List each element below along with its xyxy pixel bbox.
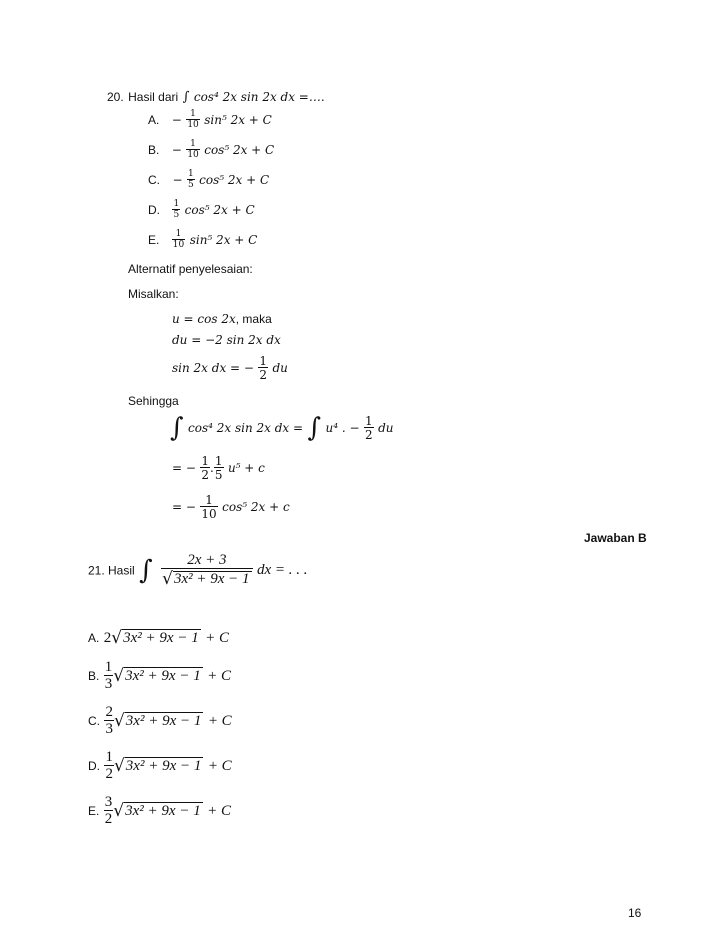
option-sign: −: [172, 173, 183, 188]
option-fraction: $\frac{2}{3}$: [105, 704, 113, 737]
option-expression: cos⁵ 2x + C: [204, 143, 275, 158]
option-expression: cos⁵ 2x + C: [199, 173, 270, 188]
step-2-rest: u⁵ + c: [227, 461, 265, 476]
option-constant: + C: [207, 668, 232, 685]
step-2: [172, 455, 265, 481]
substitution-text: , maka: [235, 312, 272, 326]
substitution-line-2: du = −2 sin 2x dx: [172, 333, 281, 347]
half-fraction: $\frac{1}{2}$: [259, 354, 268, 382]
alt-solution-title: Alternatif penyelesaian:: [128, 262, 253, 276]
option-radicand: 3x² + 9x − 1: [125, 758, 202, 775]
fraction-one-fifth: $\frac{1}{5}$: [214, 454, 223, 482]
option-fraction: $\frac{1}{5}$: [173, 199, 180, 220]
q20-number: 20.: [107, 90, 124, 104]
q21-numerator: 2x + 3: [187, 552, 227, 568]
step-1: [170, 415, 394, 441]
option-expression: sin⁵ 2x + C: [189, 233, 258, 248]
step-3-rest: cos⁵ 2x + c: [222, 500, 290, 515]
option-fraction: $\frac{3}{2}$: [104, 794, 113, 827]
step-2-equals: = −: [172, 461, 196, 476]
option-constant: + C: [207, 713, 232, 730]
substitution-du: du: [272, 361, 288, 376]
misalkan-label: Misalkan:: [128, 287, 179, 301]
option-radicand: 3x² + 9x − 1: [125, 713, 202, 730]
q21-stem: [88, 553, 308, 588]
q21-label: 21. Hasil: [88, 563, 135, 578]
substitution-line-3: [172, 355, 288, 381]
option-constant: + C: [207, 758, 232, 775]
fraction-one-tenth: $\frac{1}{10}$: [201, 493, 217, 521]
option-fraction: $\frac{1}{10}$: [172, 229, 185, 250]
integral-sign: ∫: [170, 413, 184, 443]
q20-intro: Hasil dari: [128, 90, 179, 104]
sqrt-symbol: √: [113, 666, 125, 687]
option-expression: sin⁵ 2x + C: [204, 113, 272, 128]
option-fraction: $\frac{1}{10}$: [187, 109, 199, 130]
option-sign: −: [171, 143, 182, 158]
q20-option-e: [148, 230, 257, 250]
sqrt-symbol: √: [113, 801, 125, 822]
step-3: [172, 494, 290, 520]
half-fraction: $\frac{1}{2}$: [364, 414, 373, 442]
option-radicand: 3x² + 9x − 1: [125, 803, 201, 820]
q21-denominator: √3x² + 9x − 1: [161, 568, 252, 588]
option-fraction: $\frac{1}{10}$: [187, 139, 199, 160]
integral-sign: ∫: [139, 555, 153, 586]
option-constant: + C: [207, 803, 232, 820]
option-letter: C.: [88, 714, 100, 729]
option-letter: A.: [148, 113, 160, 128]
q21-integrand-fraction: [161, 553, 252, 588]
q20-stem: [107, 88, 325, 106]
answer-key: Jawaban B: [584, 531, 647, 545]
q20-option-a: [148, 110, 272, 130]
sqrt-symbol: √: [113, 711, 125, 732]
option-constant: + C: [205, 630, 230, 646]
option-fraction: $\frac{1}{5}$: [187, 169, 194, 190]
step-1-rhs: u⁴ . −: [325, 421, 360, 436]
q21-option-e: [88, 795, 231, 827]
q20-integral-sign: ∫: [182, 89, 190, 105]
substitution-u: u = cos 2x: [172, 312, 236, 326]
q20-option-b: [148, 140, 274, 160]
q20-integrand: cos⁴ 2x sin 2x dx =….: [193, 90, 325, 104]
option-letter: C.: [148, 173, 160, 188]
option-radicand: 3x² + 9x − 1: [125, 668, 201, 685]
option-expression: cos⁵ 2x + C: [184, 203, 255, 218]
q21-option-b: [88, 660, 231, 692]
fraction-one-half: $\frac{1}{2}$: [201, 454, 210, 482]
dot: .: [210, 461, 214, 476]
option-letter: B.: [88, 669, 100, 684]
page-number: 16: [628, 906, 642, 920]
option-fraction: $\frac{1}{2}$: [105, 749, 113, 782]
q21-option-d: [88, 750, 232, 782]
step-3-equals: = −: [172, 500, 196, 515]
option-letter: E.: [88, 804, 100, 819]
sqrt-symbol: √: [113, 756, 125, 777]
option-radicand: 3x² + 9x − 1: [123, 630, 199, 646]
q21-option-c: [88, 705, 232, 737]
step-1-du: du: [378, 421, 394, 436]
option-letter: B.: [148, 143, 160, 158]
substitution-lhs: sin 2x dx = −: [172, 361, 254, 376]
substitution-line-1: [172, 310, 272, 328]
option-fraction: $\frac{1}{3}$: [104, 659, 113, 692]
q21-dx: dx = . . .: [257, 562, 308, 578]
step-1-lhs: cos⁴ 2x sin 2x dx =: [188, 421, 304, 436]
option-letter: E.: [148, 233, 160, 248]
option-letter: D.: [88, 759, 100, 774]
option-letter: D.: [148, 203, 160, 218]
sehingga-label: Sehingga: [128, 394, 179, 408]
integral-sign: ∫: [307, 413, 322, 443]
sqrt-symbol: √: [111, 628, 123, 648]
q21-option-a: [88, 628, 229, 648]
q20-option-c: [148, 170, 269, 190]
q20-option-d: [148, 200, 255, 220]
option-sign: −: [171, 113, 182, 128]
option-coefficient: 2: [103, 630, 112, 646]
option-letter: A.: [88, 631, 100, 645]
